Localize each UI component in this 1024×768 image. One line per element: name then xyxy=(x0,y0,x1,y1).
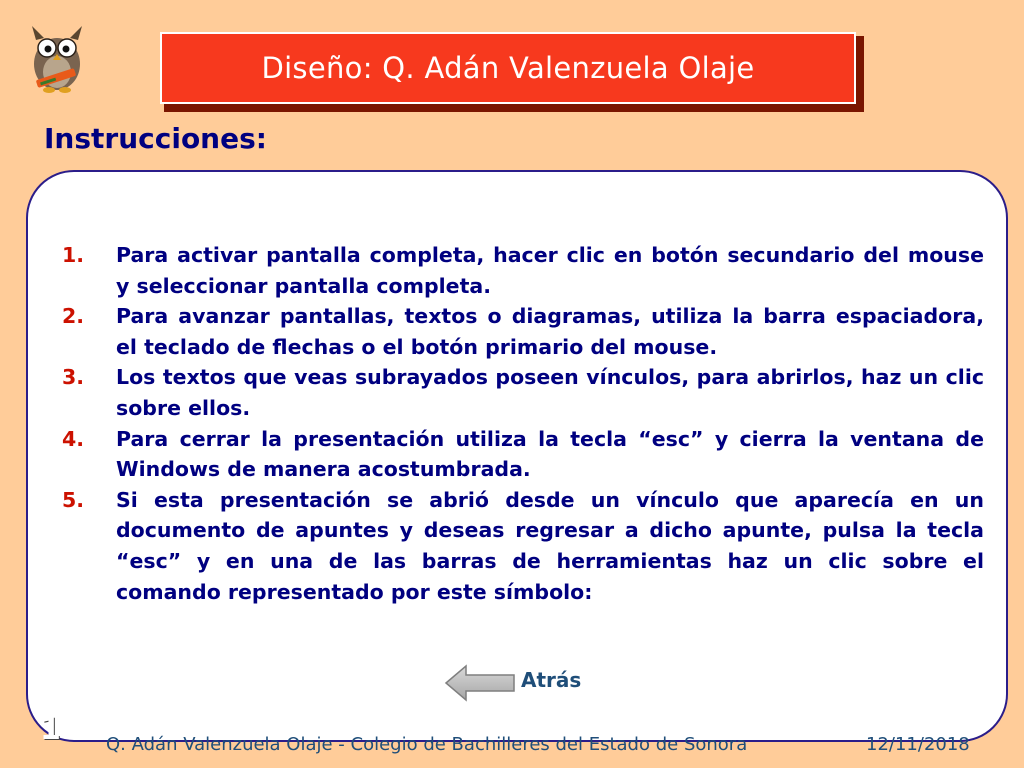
footer-text: Q. Adán Valenzuela Olaje - Colegio de Bachilleres del Estado de Sonora xyxy=(106,734,748,755)
instructions-panel xyxy=(26,170,1008,742)
owl-logo-icon xyxy=(22,22,92,94)
instruction-text: Para cerrar la presentación utiliza la tecla “esc” y cierra la ventana de Windows de manera acostumbrada. xyxy=(116,426,984,482)
instruction-number: 4. xyxy=(62,426,85,451)
instruction-item-3 xyxy=(62,362,984,423)
instruction-item-5 xyxy=(62,485,984,607)
banner-title: Diseño: Q. Adán Valenzuela Olaje xyxy=(261,51,755,85)
back-button-label[interactable]: Atrás xyxy=(521,668,582,692)
instruction-text: Para avanzar pantallas, textos o diagramas, utiliza la barra espaciadora, el teclado de flechas o el botón primario del mouse. xyxy=(116,304,984,359)
instruction-number: 5. xyxy=(62,487,85,512)
instruction-number: 3. xyxy=(62,365,85,390)
banner-box xyxy=(160,32,856,104)
instruction-text: Si esta presentación se abrió desde un vínculo que aparecía en un documento de apuntes y deseas regresar a dicho apunte, pulsa la tecla “esc” y en una de las barras de herramientas haz un clic sobre el comando representado por este símbolo: xyxy=(116,487,984,604)
instruction-item-2 xyxy=(62,301,984,362)
instruction-text: Los textos que veas subrayados poseen vínculos, para abrirlos, haz un clic sobre ellos. xyxy=(116,365,984,420)
instruction-number: 2. xyxy=(62,304,85,329)
slide-number: 1 xyxy=(40,712,61,747)
instruction-number: 1. xyxy=(62,243,85,267)
title-banner xyxy=(160,32,864,112)
instruction-item-1 xyxy=(62,240,984,301)
instruction-item-4 xyxy=(62,424,984,485)
footer-date: 12/11/2018 xyxy=(866,734,970,755)
instruction-text: Para activar pantalla completa, hacer clic en botón secundario del mouse y seleccionar pantalla completa. xyxy=(116,243,984,298)
instructions-heading: Instrucciones: xyxy=(44,122,267,155)
back-arrow-icon[interactable] xyxy=(444,664,516,702)
instructions-list xyxy=(62,240,984,607)
